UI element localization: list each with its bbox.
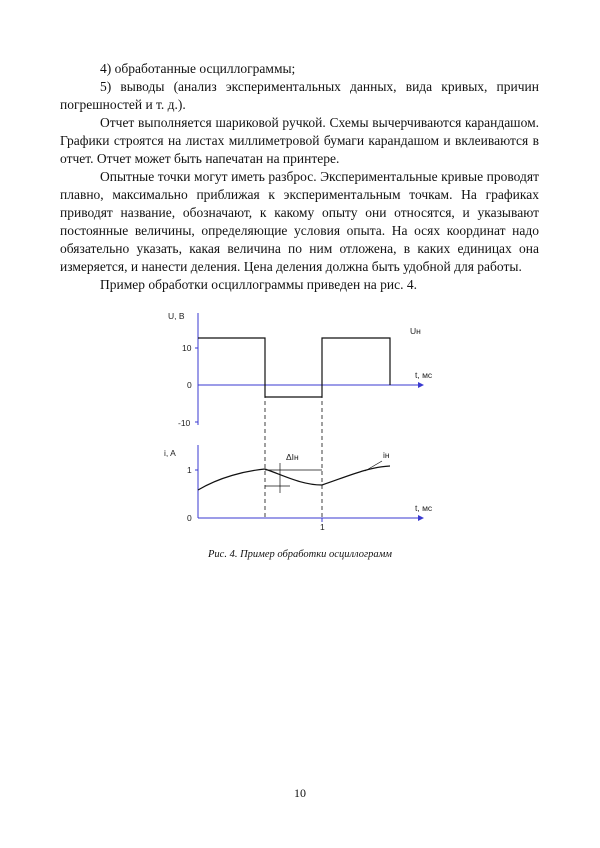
voltage-square-wave: [198, 338, 390, 397]
bottom-x-label: t, мс: [415, 503, 433, 513]
figure-caption: Рис. 4. Пример обработки осциллограмм: [208, 549, 392, 560]
page-number: 10: [294, 786, 306, 800]
top-ytick-10: 10: [182, 343, 192, 353]
bottom-xtick-label-1: 1: [320, 522, 325, 532]
paragraph-experimental-points: Опытные точки могут иметь разброс. Экспериментальные кривые проводят плавно, максимально приближая к экспериментальным точкам. На графиках приводят название, обозначают, к какому опыту они относятся, и указывают постоянные величины, определяющие условия опыта. На осях координат надо обязательно указать, какая величина по ним отложена, в каких единицах она измеряется, и нанести деления. Цена деления должна быть удобной для работы.: [60, 169, 539, 274]
list-item-4: 4) обработанные осциллограммы;: [100, 61, 296, 76]
paragraph-example-reference: Пример обработки осциллограммы приведен на рис. 4.: [100, 277, 418, 292]
top-x-axis-arrow: [418, 382, 424, 388]
oscillogram-figure: [150, 305, 450, 535]
top-x-label: t, мс: [415, 370, 433, 380]
current-curve: [198, 466, 390, 490]
oscillogram-svg: [150, 305, 450, 535]
bottom-x-axis-arrow: [418, 515, 424, 521]
delta-label: ΔIн: [286, 452, 299, 462]
top-ytick-0: 0: [187, 380, 192, 390]
top-ytick-minus10: -10: [178, 418, 191, 428]
list-item-5: 5) выводы (анализ экспериментальных данных, вида кривых, причин погрешностей и т. д.).: [60, 79, 539, 112]
top-y-label: U, B: [168, 311, 185, 321]
current-label-pointer: [365, 461, 382, 471]
bottom-ytick-1: 1: [187, 465, 192, 475]
top-curve-label: Uн: [410, 326, 421, 336]
paragraph-report-format: Отчет выполняется шариковой ручкой. Схемы вычерчиваются карандашом. Графики строятся на листах миллиметровой бумаги карандашом и вклеиваются в отчет. Отчет может быть напечатан на принтере.: [60, 115, 539, 166]
body-text: [60, 60, 539, 294]
bottom-ytick-0: 0: [187, 513, 192, 523]
bottom-y-label: i, A: [164, 448, 176, 458]
bottom-curve-label: iн: [383, 450, 390, 460]
